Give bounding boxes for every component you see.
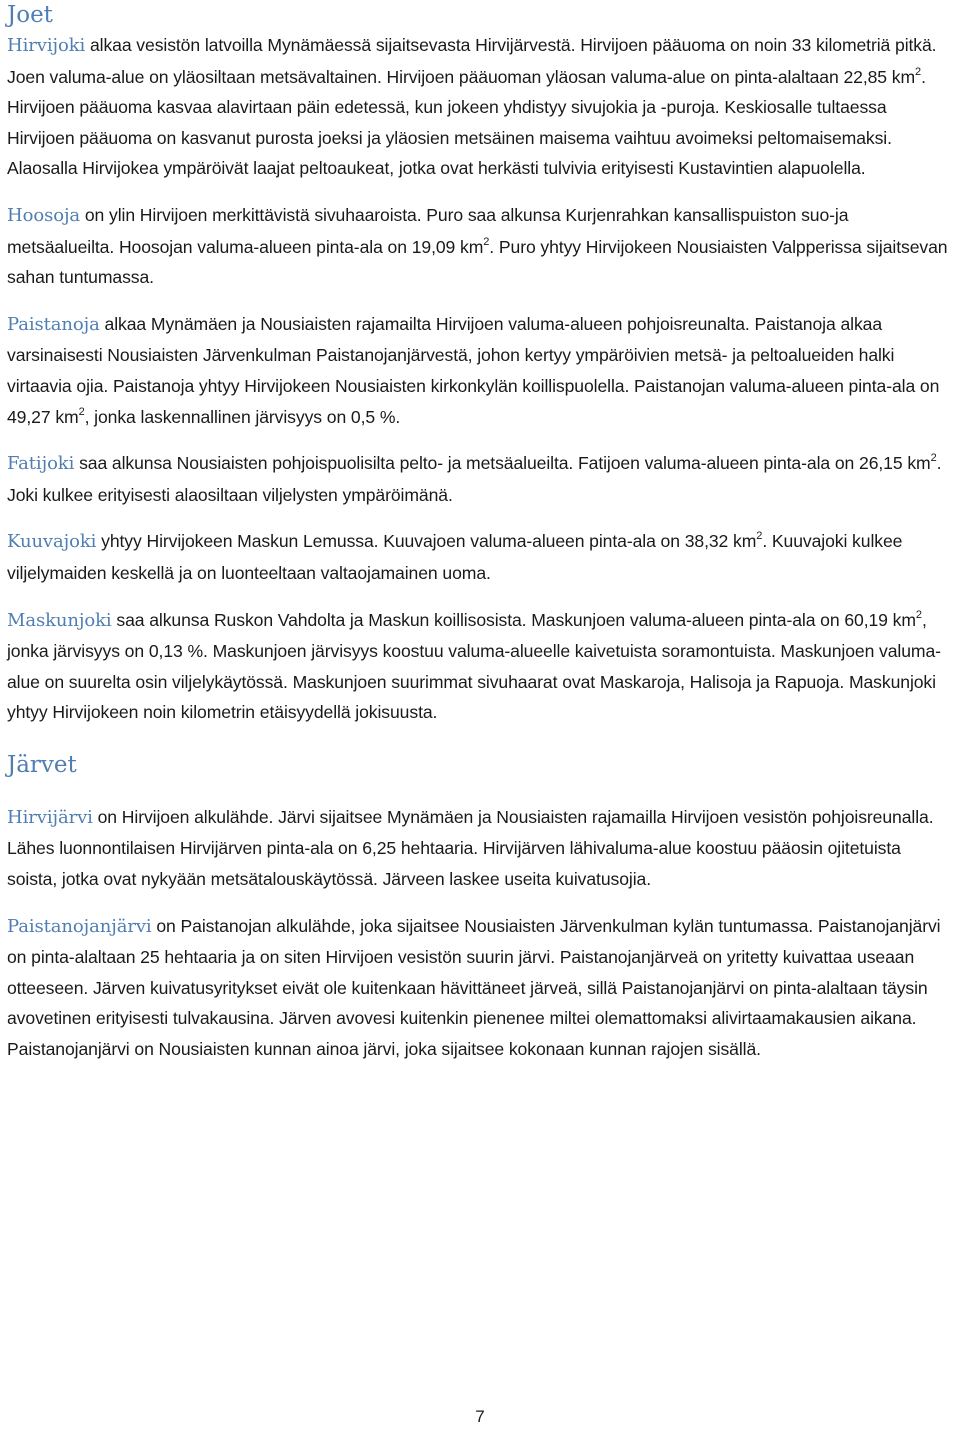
paragraph-hirvijarvi	[7, 802, 954, 895]
term-hoosoja: Hoosoja	[7, 204, 81, 226]
paragraph-kuuvajoki	[7, 526, 954, 588]
page-number: 7	[475, 1407, 485, 1426]
paragraph-hirvijoki	[7, 30, 954, 184]
superscript: 2	[915, 65, 922, 78]
term-hirvijarvi: Hirvijärvi	[7, 806, 93, 828]
paragraph-text: on Hirvijoen alkulähde. Järvi sijaitsee Mynämäen ja Nousiaisten rajamailla Hirvijoen vesistön pohjoisreunalla. Lähes luonnontilaisen Hirvijärven pinta-ala on 6,25 hehtaaria. Hirvijärven lähivaluma-alue koostuu pääosin ojitetuista soista, jotka ovat nykyään metsätalouskäytössä. Järveen laskee useita kuivatusojia.	[7, 806, 934, 890]
paragraph-text: , jonka laskennallinen järvisyys on 0,5 %.	[84, 406, 401, 427]
paragraph-text: on ylin Hirvijoen merkittävistä sivuhaaroista. Puro saa alkunsa Kurjenrahkan kansallispuiston suo-ja metsäalueilta. Hoosojan valuma-alueen pinta-ala on 19,09 km	[7, 204, 849, 257]
paragraph-text: . Kuuvajoki kulkee viljelymaiden keskellä ja on luonteeltaan valtaojamainen uoma.	[7, 531, 903, 583]
term-paistanoja: Paistanoja	[7, 313, 100, 335]
paragraph-text: saa alkunsa Ruskon Vahdolta ja Maskun koillisosista. Maskunjoen valuma-alueen pinta-ala on 60,19 km	[111, 609, 916, 630]
term-maskunjoki: Maskunjoki	[7, 609, 112, 631]
paragraph-text: saa alkunsa Nousiaisten pohjoispuolisilta pelto- ja metsäalueilta. Fatijoen valuma-alueen pinta-ala on 26,15 km	[74, 453, 931, 474]
paragraph-text: . Joki kulkee erityisesti alaosiltaan viljelysten ympäröimänä.	[7, 453, 942, 505]
superscript: 2	[915, 608, 922, 621]
paragraph-paistanojanjarvi	[7, 911, 954, 1065]
paragraph-text: alkaa vesistön latvoilla Mynämäessä sijaitsevasta Hirvijärvestä. Hirvijoen pääuoma on noin 33 kilometriä pitkä. Joen valuma-alue on yläosiltaan metsävaltainen. Hirvijoen pääuoman yläosan valuma-alue on pinta-alaltaan 22,85 km	[7, 35, 937, 87]
section-heading-jarvet: Järvet	[7, 751, 77, 778]
paragraph-text: yhtyy Hirvijokeen Maskun Lemussa. Kuuvajoen valuma-alueen pinta-ala on 38,32 km	[96, 531, 757, 552]
paragraph-maskunjoki	[7, 605, 954, 728]
superscript: 2	[756, 530, 763, 543]
paragraph-text: alkaa Mynämäen ja Nousiaisten rajamailta Hirvijoen valuma-alueen pohjoisreunalta. Paistanoja alkaa varsinaisesti Nousiaisten Järvenkulman Paistanojanjärvestä, johon kertyy ympäröivien metsä- ja peltoalueiden halki virtaavia ojia. Paistanoja yhtyy Hirvijokeen Nousiaisten kirkonkylän koillispuolella. Paistanojan valuma-alueen pinta-ala on 49,27 km	[7, 313, 940, 427]
section-heading-joet: Joet	[7, 2, 53, 28]
paragraph-text: . Hirvijoen pääuoma kasvaa alavirtaan päin edetessä, kun jokeen yhdistyy sivujokia ja -puroja. Keskiosalle tultaessa Hirvijoen pääuoma on kasvanut purosta joeksi ja yläosien metsäinen maisema vaihtuu avoimeksi peltomaisemaksi. Alaosalla Hirvijokea ympäröivät laajat peltoaukeat, jotka ovat herkästi tulvivia erityisesti Kustavintien alapuolella.	[7, 66, 926, 179]
superscript: 2	[483, 235, 490, 248]
term-hirvijoki: Hirvijoki	[7, 35, 86, 56]
paragraph-text: . Puro yhtyy Hirvijokeen Nousiaisten Valpperissa sijaitsevan sahan tuntumassa.	[7, 236, 948, 288]
term-fatijoki: Fatijoki	[7, 453, 75, 475]
paragraph-paistanoja	[7, 309, 954, 432]
paragraph-text: on Paistanojan alkulähde, joka sijaitsee Nousiaisten Järvenkulman kylän tuntumassa. Paistanojanjärvi on pinta-alaltaan 25 hehtaaria ja on siten Hirvijoen vesistön suurin järvi. Paistanojanjärveä on yritetty kuivattaa useaan otteeseen. Järven kuivatusyritykset eivät ole kuitenkaan hävittäneet järveä, sillä Paistanojanjärvi on pinta-alaltaan täysin avovetinen erityisesti tulvakausina. Järven avovesi kuitenkin pienenee miltei olemattomaksi alivirtaamakausien aikana. Paistanojanjärvi on Nousiaisten kunnan ainoa järvi, joka sijaitsee kokonaan kunnan rajojen sisällä.	[7, 915, 941, 1060]
paragraph-fatijoki	[7, 448, 954, 510]
superscript: 2	[78, 405, 85, 418]
term-kuuvajoki: Kuuvajoki	[7, 531, 97, 553]
paragraph-text: , jonka järvisyys on 0,13 %. Maskunjoen järvisyys koostuu valuma-alueelle kaivetuista soramontuista. Maskunjoen valuma-alue on suurelta osin viljelykäytössä. Maskunjoen suurimmat sivuhaarat ovat Maskaroja, Halisoja ja Rapuoja. Maskunjoki yhtyy Hirvijokeen noin kilometrin etäisyydellä jokisuusta.	[7, 609, 941, 723]
superscript: 2	[930, 452, 937, 465]
term-paistanojanjarvi: Paistanojanjärvi	[7, 915, 152, 937]
paragraph-hoosoja	[7, 200, 954, 293]
